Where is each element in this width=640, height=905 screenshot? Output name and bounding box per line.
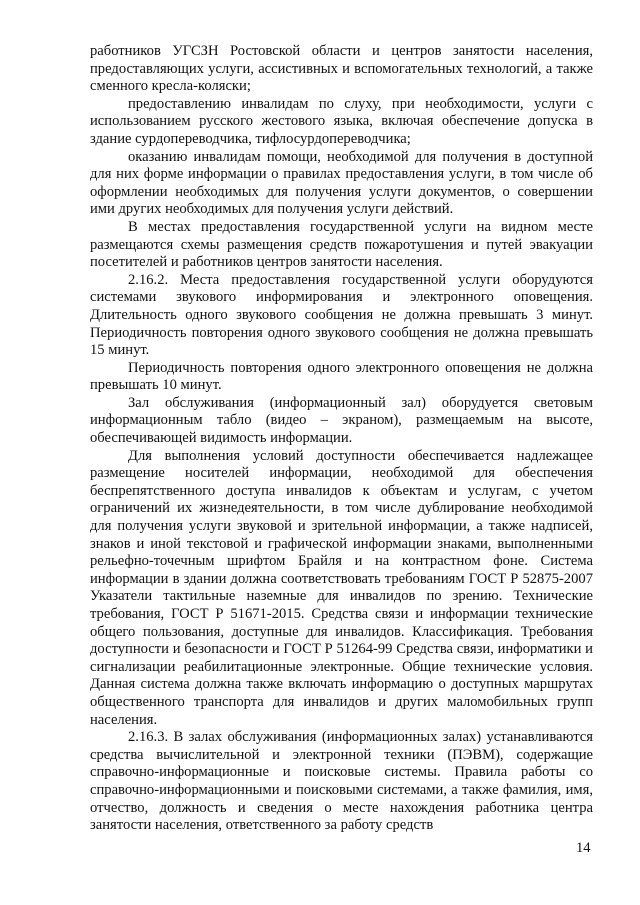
page-number: 14 <box>576 840 591 856</box>
paragraph-accessibility: Для выполнения условий доступности обеспечивается надлежащее размещение носителей информации, необходимой для обеспечения беспрепятственного доступа инвалидов к объектам и услугам, с учетом ограничений их жизнедеятельности, в том числе дублирование необходимой для получения услуги звуковой и зрительной информации, а также надписей, знаков и иной текстовой и графической информации знаками, выполненными рельефно-точечным шрифтом Брайля и на контрастном фоне. Система информации в здании должна соответствовать требованиям ГОСТ Р 52875-2007 Указатели тактильные наземные для инвалидов по зрению. Технические требования, ГОСТ Р 51671-2015. Средства связи и информации технические общего пользования, доступные для инвалидов. Классификация. Требования доступности и безопасности и ГОСТ Р 51264-99 Средства связи, информатики и сигнализации реабилитационные электронные. Общие технические условия. Данная система должна также включать информацию о доступных маршрутах общественного транспорта для инвалидов и других маломобильных групп населения. <box>90 447 593 728</box>
paragraph-assistance: оказанию инвалидам помощи, необходимой для получения в доступной для них форме информации о правилах предоставления услуги, в том числе об оформлении необходимых для получения услуги документов, о совершении ими других необходимых для получения услуги действий. <box>90 148 593 218</box>
paragraph-continuation: работников УГСЗН Ростовской области и центров занятости населения, предоставляющих услуги, ассистивных и вспомогательных технологий, а также сменного кресла-коляски; <box>90 43 593 95</box>
paragraph-2-16-2: 2.16.2. Места предоставления государственной услуги оборудуются системами звукового информирования и электронного оповещения. Длительность одного звукового сообщения не должна превышать 3 минут. Периодичность повторения одного звукового сообщения не должна превышать 15 минут. <box>90 271 593 359</box>
paragraph-evacuation-schemes: В местах предоставления государственной услуги на видном месте размещаются схемы размещения средств пожаротушения и путей эвакуации посетителей и работников центров занятости населения. <box>90 218 593 271</box>
paragraph-2-16-3: 2.16.3. В залах обслуживания (информационных залах) устанавливаются средства вычислительной и электронной техники (ПЭВМ), содержащие справочно-информационные и поисковые системы. Правила работы со справочно-информационными и поисковыми системами, а также фамилия, имя, отчество, должность и сведения о месте нахождения работника центра занятости населения, ответственного за работу средств <box>90 729 593 834</box>
document-body <box>90 43 593 835</box>
paragraph-information-hall: Зал обслуживания (информационный зал) оборудуется световым информационным табло (видео – экраном), размещаемым на высоте, обеспечивающей видимость информации. <box>90 394 593 447</box>
paragraph-sign-language: предоставлению инвалидам по слуху, при необходимости, услуги с использованием русского жестового языка, включая обеспечение допуска в здание сурдопереводчика, тифлосурдопереводчика; <box>90 95 593 147</box>
paragraph-electronic-alert: Периодичность повторения одного электронного оповещения не должна превышать 10 минут. <box>90 359 593 394</box>
